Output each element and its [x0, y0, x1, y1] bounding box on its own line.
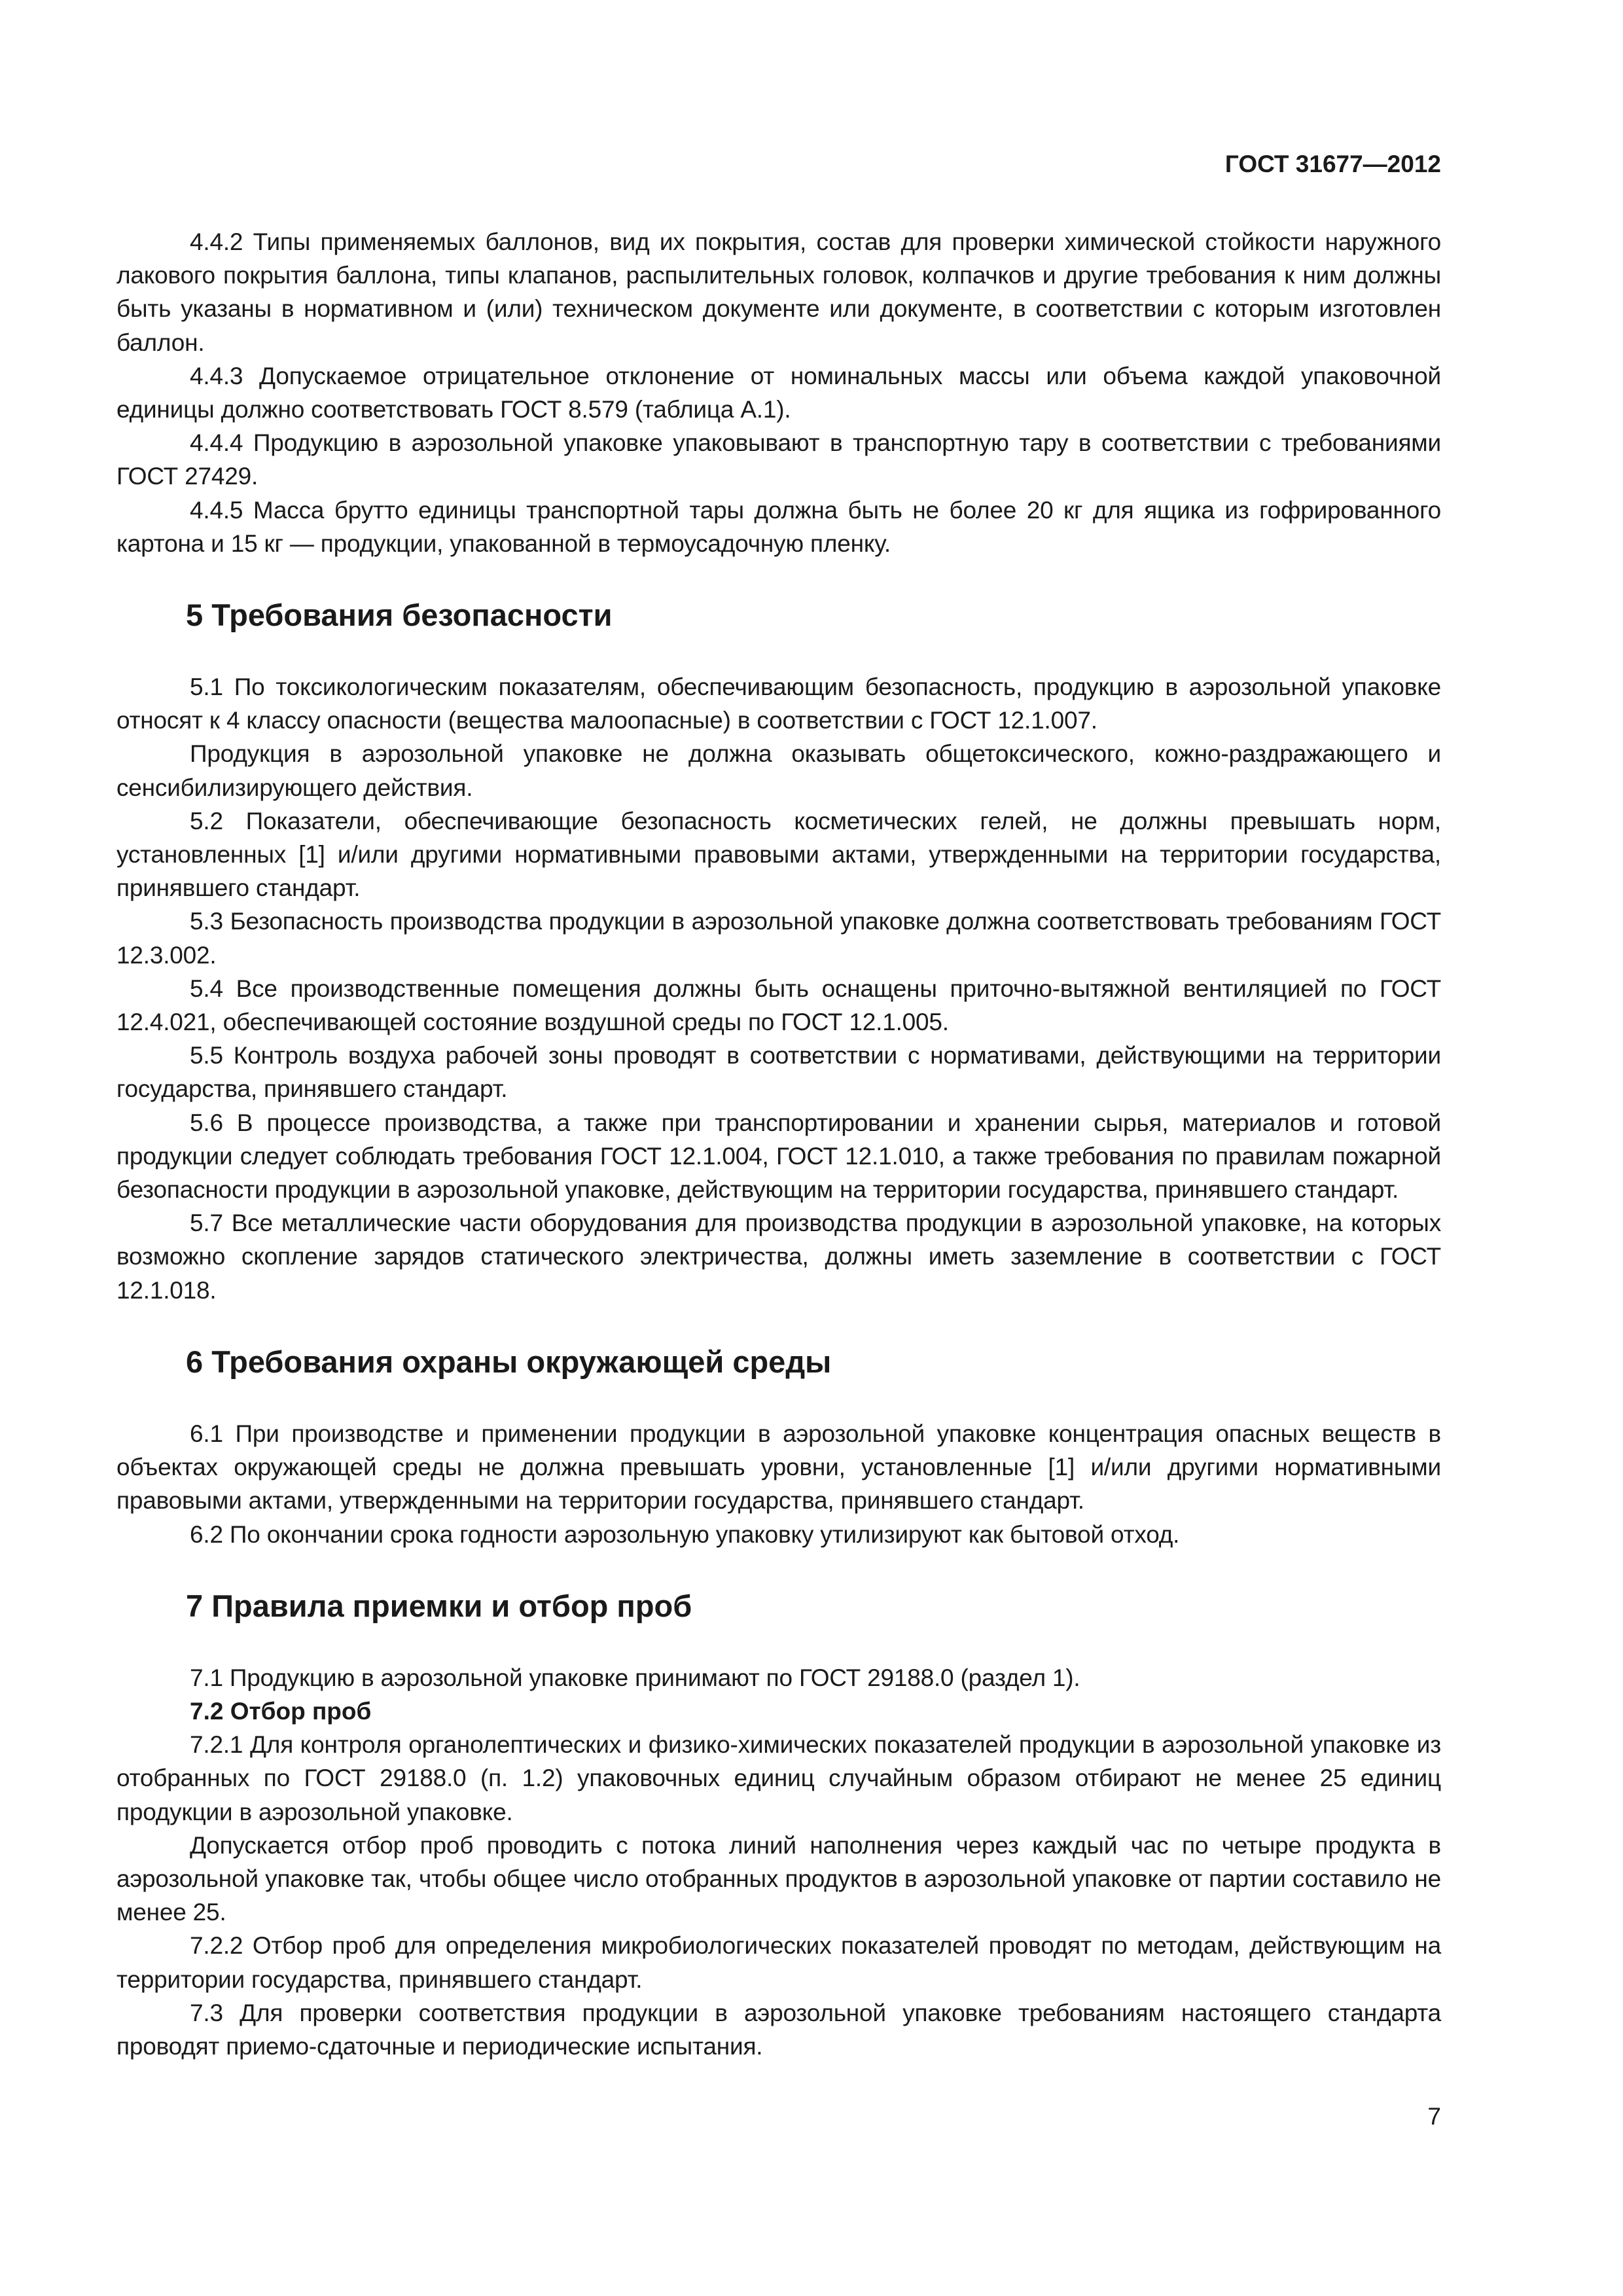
- section-7-heading: 7 Правила приемки и отбор проб: [186, 1588, 692, 1623]
- page-number: 7: [1427, 2103, 1441, 2130]
- section-5-body: [116, 670, 1441, 1307]
- section-5-heading: 5 Требования безопасности: [186, 598, 613, 633]
- paragraph-6-2: 6.2 По окончании срока годности аэрозольную упаковку утилизируют как бытовой отход.: [190, 1520, 1180, 1548]
- paragraph-7-3: 7.3 Для проверки соответствия продукции в аэрозольной упаковке требованиям настоящего стандарта проводят приемо-сдаточные и периодические испытания.: [116, 1999, 1441, 2060]
- section-7-body: [116, 1661, 1441, 2063]
- paragraph-6-1: 6.1 При производстве и применении продукции в аэрозольной упаковке концентрация опасных веществ в объектах окружающей среды не должна превышать уровни, установленные [1] и/или другими нормативными правовыми актами, утвержденными на территории государства, принявшего стандарт.: [116, 1420, 1441, 1515]
- paragraph-5-4: 5.4 Все производственные помещения должны быть оснащены приточно-вытяжной вентиляцией по ГОСТ 12.4.021, обеспечивающей состояние воздушной среды по ГОСТ 12.1.005.: [116, 975, 1441, 1036]
- paragraph-5-7: 5.7 Все металлические части оборудования для производства продукции в аэрозольной упаковке, на которых возможно скопление зарядов статического электричества, должны иметь заземление в соответствии с ГОСТ 12.1.018.: [116, 1210, 1441, 1304]
- paragraph-4-4-4: 4.4.4 Продукцию в аэрозольной упаковке упаковывают в транспортную тару в соответствии с требованиями ГОСТ 27429.: [116, 429, 1441, 490]
- subsection-7-2-heading: 7.2 Отбор проб: [190, 1697, 372, 1725]
- paragraph-7-2-1: 7.2.1 Для контроля органолептических и физико-химических показателей продукции в аэрозольной упаковке из отобранных по ГОСТ 29188.0 (п. 1.2) упаковочных единиц случайным образом отбирают не менее 25 единиц продукции в аэрозольной упаковке.: [116, 1731, 1441, 1825]
- paragraph-7-2-2: 7.2.2 Отбор проб для определения микробиологических показателей проводят по методам, действующим на территории государства, принявшего стандарт.: [116, 1932, 1441, 1993]
- document-page: [116, 151, 1441, 2063]
- paragraph-7-1: 7.1 Продукцию в аэрозольной упаковке принимают по ГОСТ 29188.0 (раздел 1).: [190, 1664, 1080, 1691]
- section-4-tail: [116, 225, 1441, 560]
- paragraph-5-3: 5.3 Безопасность производства продукции в аэрозольной упаковке должна соответствовать требованиям ГОСТ 12.3.002.: [116, 908, 1441, 969]
- paragraph-5-1: 5.1 По токсикологическим показателям, обеспечивающим безопасность, продукцию в аэрозольной упаковке относят к 4 классу опасности (вещества малоопасные) в соответствии с ГОСТ 12.1.007.: [116, 673, 1441, 734]
- paragraph-4-4-2: 4.4.2 Типы применяемых баллонов, вид их покрытия, состав для проверки химической стойкости наружного лакового покрытия баллона, типы клапанов, распылительных головок, колпачков и другие требования к ним должны быть указаны в нормативном и (или) техническом документе или документе, в соответствии с которым изготовлен баллон.: [116, 228, 1441, 356]
- paragraph-7-2-1-cont: Допускается отбор проб проводить с потока линий наполнения через каждый час по четыре продукта в аэрозольной упаковке так, чтобы общее число отобранных продуктов в аэрозольной упаковке от партии составило не менее 25.: [116, 1831, 1441, 1926]
- paragraph-5-2: 5.2 Показатели, обеспечивающие безопасность косметических гелей, не должны превышать норм, установленных [1] и/или другими нормативными правовыми актами, утвержденными на территории государства, принявшего стандарт.: [116, 807, 1441, 902]
- paragraph-4-4-5: 4.4.5 Масса брутто единицы транспортной тары должна быть не более 20 кг для ящика из гофрированного картона и 15 кг — продукции, упакованной в термоусадочную пленку.: [116, 496, 1441, 557]
- paragraph-5-1-cont: Продукция в аэрозольной упаковке не должна оказывать общетоксического, кожно-раздражающего и сенсибилизирующего действия.: [116, 740, 1441, 801]
- standard-designation: ГОСТ 31677—2012: [1224, 151, 1441, 177]
- paragraph-5-5: 5.5 Контроль воздуха рабочей зоны проводят в соответствии с нормативами, действующими на территории государства, принявшего стандарт.: [116, 1042, 1441, 1103]
- paragraph-5-6: 5.6 В процессе производства, а также при транспортировании и хранении сырья, материалов и готовой продукции следует соблюдать требования ГОСТ 12.1.004, ГОСТ 12.1.010, а также требования по правилам пожарной безопасности продукции в аэрозольной упаковке, действующим на территории государства, принявшего стандарт.: [116, 1109, 1441, 1204]
- section-6-body: [116, 1417, 1441, 1551]
- paragraph-4-4-3: 4.4.3 Допускаемое отрицательное отклонение от номинальных массы или объема каждой упаковочной единицы должно соответствовать ГОСТ 8.579 (таблица А.1).: [116, 362, 1441, 423]
- section-6-heading: 6 Требования охраны окружающей среды: [186, 1344, 832, 1379]
